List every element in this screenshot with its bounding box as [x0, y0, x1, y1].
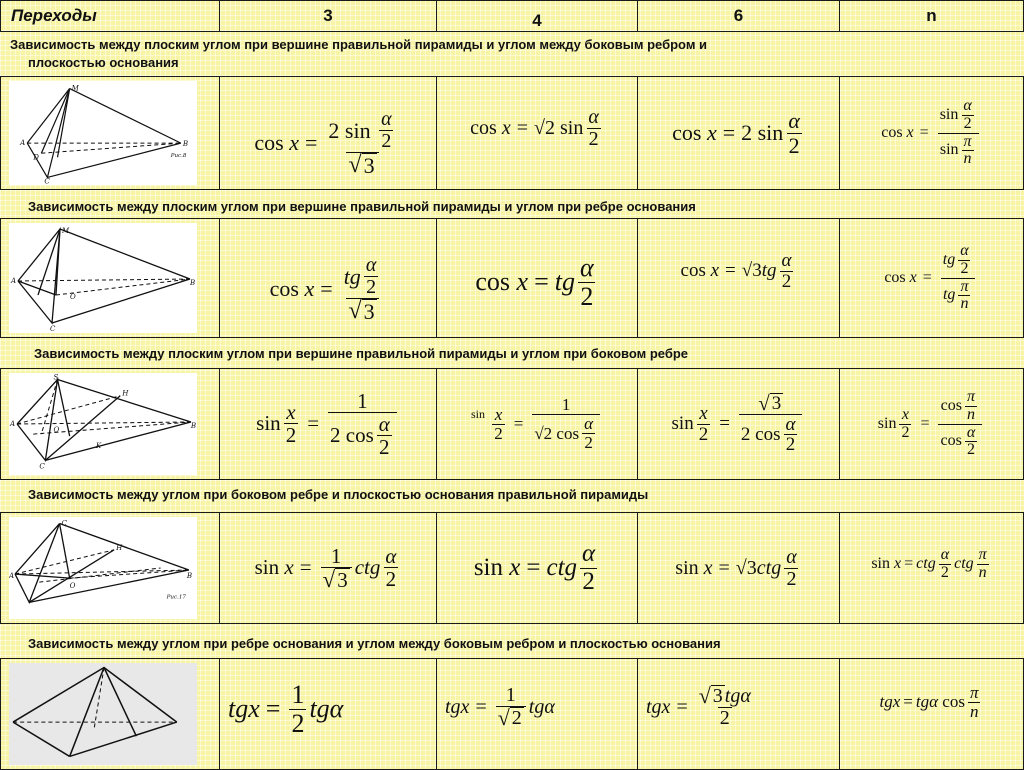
svg-text:H: H: [116, 542, 123, 552]
svg-text:C: C: [50, 325, 56, 333]
svg-text:Рис.8: Рис.8: [170, 153, 187, 160]
figure-cell-3: [0, 368, 220, 480]
formula-5-6: tgx = √ 3 tg α 2: [646, 683, 751, 729]
figure-cell-5: [0, 658, 220, 770]
pyramid-figure-5: [9, 663, 197, 765]
formula-cell-1-3: [219, 76, 437, 190]
formula-4-3: sin x = 1 √ 3 ctg α 2: [254, 543, 397, 592]
formula-cell-2-n: [839, 218, 1024, 338]
formula-cell-4-n: [839, 512, 1024, 624]
formula-cell-2-4: [436, 218, 638, 338]
formula-1-n: cos x = sin α 2 sin π n: [840, 77, 1023, 189]
svg-text:B: B: [190, 421, 197, 431]
formula-4-n: sin x = ctg α 2 ctg π n: [871, 545, 987, 581]
header-row: [0, 0, 1024, 32]
svg-text:S: S: [53, 373, 59, 382]
formula-cell-4-4: [436, 512, 638, 624]
figure-cell-2: [0, 218, 220, 338]
table-row-4: [0, 512, 1024, 624]
svg-text:H: H: [122, 388, 129, 398]
header-col-n: n: [839, 0, 1024, 32]
formula-2-6: cos x = √3 tg α 2: [680, 249, 792, 292]
formula-cell-2-6: [637, 218, 840, 338]
table-row-2: [0, 218, 1024, 338]
pyramid-drawing-4: [9, 517, 197, 619]
formula-5-3: tgx = $\frac{1}{2}$ tg α: [228, 680, 344, 738]
formula-cell-1-6: [637, 76, 840, 190]
svg-text:B: B: [182, 139, 189, 149]
formula-cell-3-n: [839, 368, 1024, 480]
svg-text:C: C: [44, 176, 50, 185]
formula-cell-5-3: [219, 658, 437, 770]
svg-text:D: D: [33, 152, 39, 162]
formula-cell-3-6: [637, 368, 840, 480]
section-caption-3: Зависимость между плоским углом при вершине правильной пирамиды и углом при боковом ребре: [34, 346, 689, 361]
section-caption-2: Зависимость между плоским углом при вершине правильной пирамиды и углом при ребре основания: [28, 199, 696, 214]
svg-text:A: A: [9, 571, 15, 581]
svg-text:O: O: [69, 581, 76, 591]
formula-1-6: cos x = 2 sin α 2: [672, 108, 800, 158]
header-col-3: 3: [219, 0, 437, 32]
svg-text:O: O: [53, 425, 60, 435]
formula-cell-1-n: [839, 76, 1024, 190]
formula-cell-2-3: [219, 218, 437, 338]
formula-5-n: tgx = tg α cos π n: [879, 682, 979, 721]
svg-text:Рис.17: Рис.17: [166, 594, 186, 601]
table-row-3: [0, 368, 1024, 480]
formula-1-3: cos x = 2 sin α 2 √ 3: [254, 107, 392, 178]
formula-3-n: sin $\frac{x}{2}$ = cos π n cos α 2: [840, 369, 1023, 479]
svg-text:O: O: [70, 293, 76, 301]
table-row-5: [0, 658, 1024, 770]
pyramid-drawing-3: [9, 373, 197, 475]
formula-cell-4-3: [219, 512, 437, 624]
formula-2-4: cos x = tg α 2: [475, 253, 594, 311]
svg-text:K: K: [95, 441, 102, 451]
svg-text:C: C: [39, 461, 45, 471]
header-col-6: 6: [637, 0, 840, 32]
formula-4-6: sin x = √3 ctg α 2: [675, 545, 797, 590]
formula-3-4: sin $\frac{x}{2}$ = 1 √2 cos α 2: [437, 369, 637, 479]
pyramid-figure-2: [9, 223, 197, 333]
section-caption-1: Зависимость между плоским углом при вершине правильной пирамиды и углом между боковым ребром и плоскостью основания: [10, 37, 708, 70]
formula-cell-3-3: [219, 368, 437, 480]
formula-4-4: sin x = ctg α 2: [473, 540, 596, 595]
figure-cell-4: [0, 512, 220, 624]
formula-3-3: sin $\frac{x}{2}$ = 1 2 cos α 2: [220, 369, 436, 479]
pyramid-drawing-2: [9, 223, 197, 333]
pyramid-figure-1: [9, 81, 197, 185]
formula-3-6: sin $\frac{x}{2}$ = √ 3 2 cos α 2: [638, 369, 839, 479]
svg-text:M: M: [71, 83, 79, 93]
figure-cell-1: [0, 76, 220, 190]
header-title: Переходы: [0, 0, 220, 32]
formula-cell-5-n: [839, 658, 1024, 770]
svg-text:M: M: [62, 227, 70, 235]
table-row-1: [0, 76, 1024, 190]
svg-text:A: A: [10, 419, 16, 429]
formula-cell-5-6: [637, 658, 840, 770]
section-caption-4: Зависимость между углом при боковом ребре и плоскостью основания правильной пирамиды: [28, 487, 649, 502]
section-caption-5: Зависимость между углом при ребре основания и углом между боковым ребром и плоскостью основания: [28, 636, 721, 651]
svg-text:A: A: [11, 277, 17, 285]
svg-text:B: B: [190, 279, 196, 287]
pyramid-drawing-1: [9, 81, 197, 185]
pyramid-figure-4: [9, 517, 197, 619]
formula-cell-3-4: [436, 368, 638, 480]
svg-text:C: C: [61, 518, 67, 528]
formula-5-4: tgx = 1 √ 2 tg α: [445, 684, 555, 730]
header-col-4: 4: [436, 0, 638, 32]
formula-cell-5-4: [436, 658, 638, 770]
formula-1-4: cos x = √2 sin α 2: [470, 105, 599, 150]
formula-cell-1-4: [436, 76, 638, 190]
pyramid-drawing-5: [9, 663, 197, 765]
formula-cell-4-6: [637, 512, 840, 624]
formula-2-n: cos x = tg α 2 tg π n: [840, 219, 1023, 337]
svg-text:B: B: [186, 571, 193, 581]
formula-2-3: cos x = tg α 2 √ 3: [220, 219, 436, 337]
pyramid-figure-3: [9, 373, 197, 475]
svg-text:A: A: [20, 138, 26, 148]
